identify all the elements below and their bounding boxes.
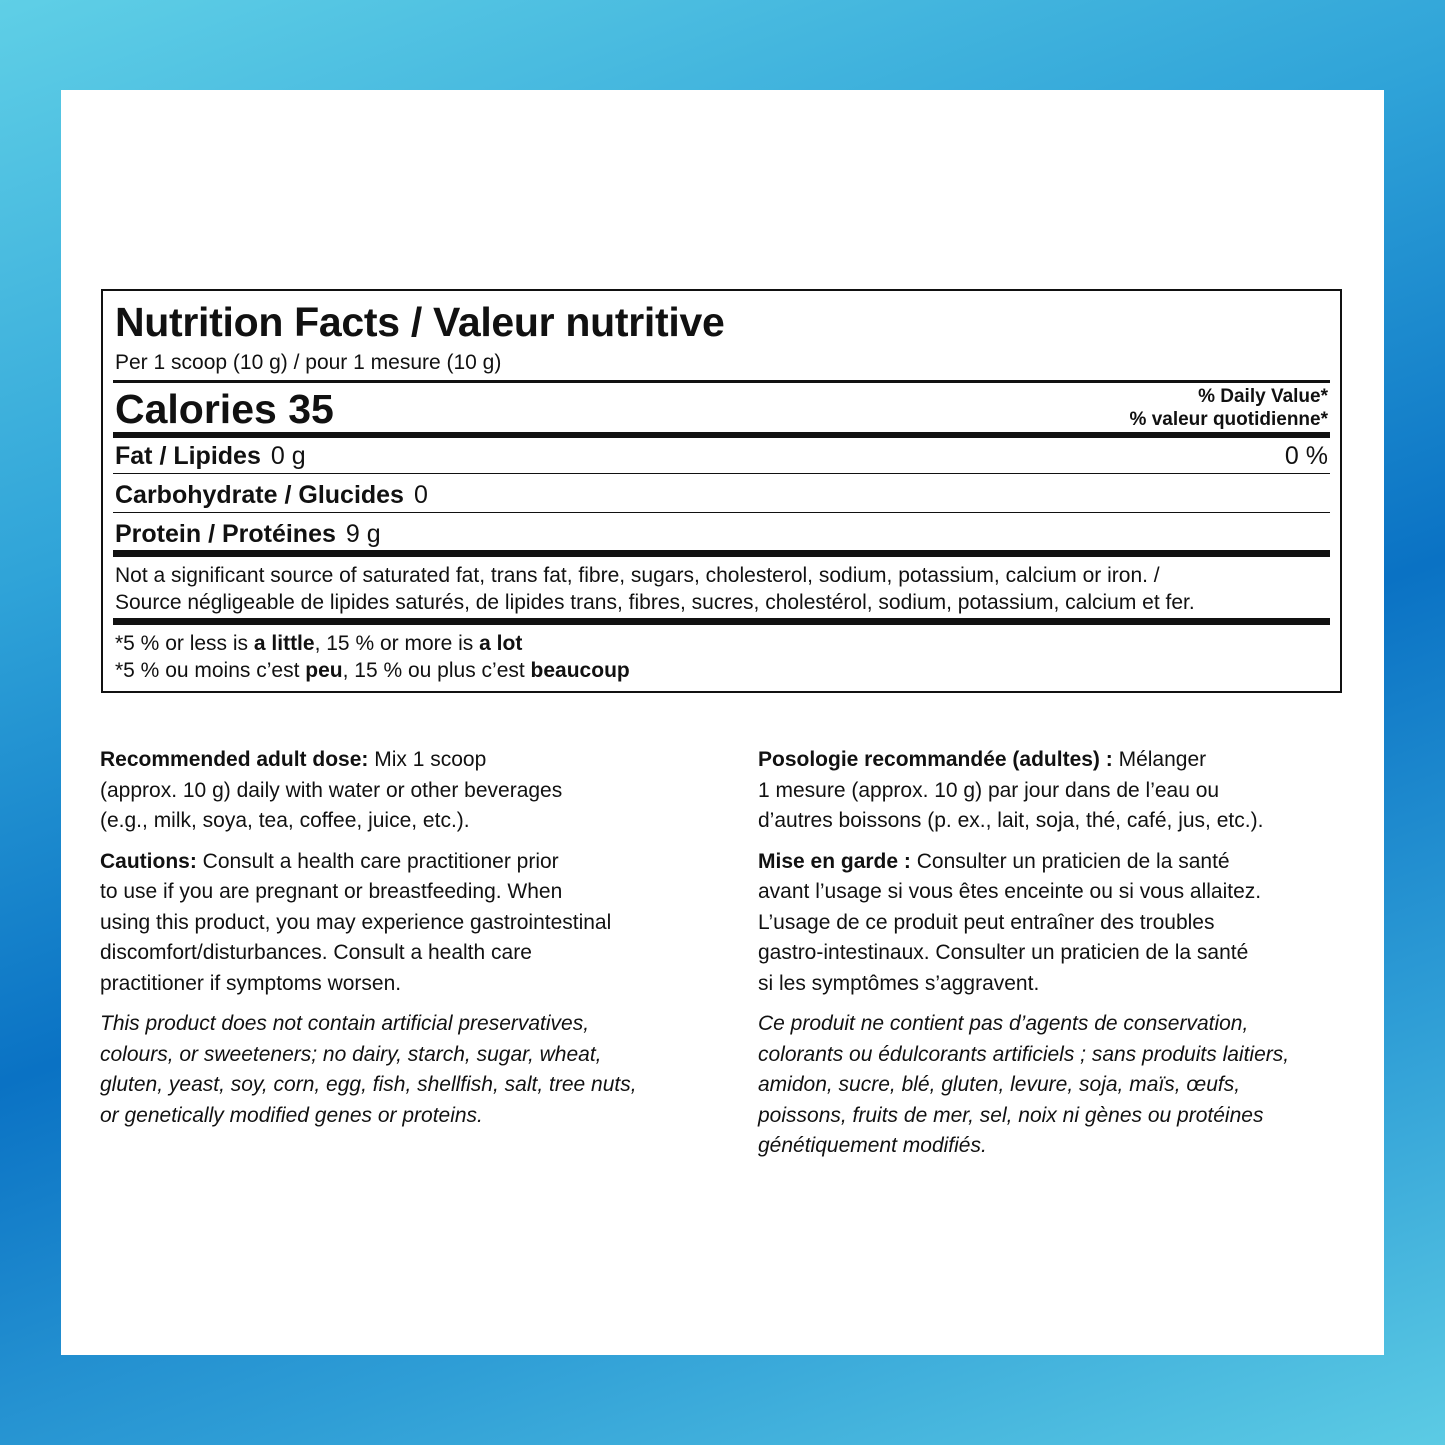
cautions-text: practitioner if symptoms worsen. <box>100 971 402 995</box>
nutrient-label: Protein / Protéines <box>115 520 336 548</box>
insignificant-fr: Source négligeable de lipides saturés, de lipides trans, fibres, sucres, cholestérol, sodium, potassium, calcium et fer. <box>115 591 1195 614</box>
divider <box>113 380 1330 383</box>
dose-heading: Recommended adult dose: <box>100 748 369 771</box>
footnote-text: , 15 % ou plus c’est <box>342 659 531 682</box>
cautions-text: gastro-intestinaux. Consulter un praticien de la santé <box>758 941 1249 964</box>
divider <box>113 473 1330 474</box>
text-line <box>758 745 1358 776</box>
thick-divider <box>113 550 1330 557</box>
free-from-text: génétiquement modifiés. <box>758 1134 987 1157</box>
footnote-en <box>115 630 630 657</box>
footnote-text: , 15 % or more is <box>314 632 480 655</box>
footnote-bold: a lot <box>479 632 523 655</box>
nutrient-row-fat <box>115 442 306 471</box>
cautions-text: si les symptômes s’aggravent. <box>758 971 1040 995</box>
free-from-text: poissons, fruits de mer, sel, noix ni gènes ou protéines <box>758 1103 1264 1127</box>
free-from-text: This product does not contain artificial preservatives, <box>100 1012 590 1035</box>
cautions-fr <box>758 847 1358 1000</box>
footnote-text: *5 % or less is <box>115 632 254 655</box>
footnote-fr <box>115 657 630 684</box>
insignificant-sources <box>115 562 1195 616</box>
dose-text: Mélanger <box>1112 748 1207 771</box>
nutrient-row-protein <box>115 520 381 549</box>
cautions-text: to use if you are pregnant or breastfeeding. When <box>100 880 563 903</box>
nutrient-label: Fat / Lipides <box>115 442 261 470</box>
calories: Calories 35 <box>115 386 334 432</box>
thick-divider <box>113 618 1330 625</box>
free-from-text: amidon, sucre, blé, gluten, levure, soja, maïs, œufs, <box>758 1073 1241 1096</box>
panel-title: Nutrition Facts / Valeur nutritive <box>115 299 725 345</box>
cautions-text: using this product, you may experience gastrointestinal <box>100 910 612 934</box>
dose-text: (approx. 10 g) daily with water or other beverages <box>100 778 563 802</box>
nutrient-amount: 0 <box>413 481 428 509</box>
recommended-dose-fr <box>758 745 1358 837</box>
cautions-text: L’usage de ce produit peut entraîner des troubles <box>758 910 1215 934</box>
daily-value-fr: % valeur quotidienne* <box>1129 409 1328 430</box>
divider <box>113 512 1330 513</box>
cautions-text: Consult a health care practitioner prior <box>196 849 559 873</box>
fat-daily-value: 0 % <box>1284 442 1328 470</box>
footnote-bold: beaucoup <box>530 659 630 682</box>
free-from-text: colours, or sweeteners; no dairy, starch, sugar, wheat, <box>100 1042 602 1066</box>
cautions-heading: Cautions: <box>100 849 197 873</box>
nutrient-amount: 0 g <box>270 442 306 470</box>
serving-size: Per 1 scoop (10 g) / pour 1 mesure (10 g) <box>115 351 502 374</box>
nutrient-label: Carbohydrate / Glucides <box>115 481 404 509</box>
text-line <box>100 745 700 776</box>
free-from-fr <box>758 1009 1358 1162</box>
free-from-text: or genetically modified genes or proteins. <box>100 1103 483 1127</box>
english-directions <box>100 745 700 1141</box>
daily-value-footnote <box>115 630 630 684</box>
footnote-bold: a little <box>253 632 315 655</box>
dose-text: 1 mesure (approx. 10 g) par jour dans de l’eau ou <box>758 778 1220 802</box>
free-from-text: colorants ou édulcorants artificiels ; sans produits laitiers, <box>758 1042 1290 1066</box>
nutrition-facts-panel <box>101 289 1342 693</box>
dose-heading: Posologie recommandée (adultes) : <box>758 748 1113 771</box>
nutrient-amount: 9 g <box>345 520 381 548</box>
daily-value-header <box>1130 385 1328 431</box>
dose-text: d’autres boissons (p. ex., lait, soja, thé, café, jus, etc.). <box>758 809 1264 832</box>
cautions-text: avant l’usage si vous êtes enceinte ou si vous allaitez. <box>758 880 1262 903</box>
daily-value-en: % Daily Value* <box>1198 386 1328 407</box>
nutrient-row-carbohydrate <box>115 481 428 510</box>
cautions-text: Consulter un praticien de la santé <box>910 849 1230 873</box>
insignificant-en: Not a significant source of saturated fat, trans fat, fibre, sugars, cholesterol, sodium, potassium, calcium or iron. / <box>115 564 1160 587</box>
free-from-en <box>100 1009 700 1131</box>
dose-text: Mix 1 scoop <box>368 748 487 771</box>
free-from-text: gluten, yeast, soy, corn, egg, fish, shellfish, salt, tree nuts, <box>100 1073 637 1096</box>
cautions-en <box>100 847 700 1000</box>
recommended-dose-en <box>100 745 700 837</box>
cautions-text: discomfort/disturbances. Consult a health care <box>100 941 532 964</box>
dose-text: (e.g., milk, soya, tea, coffee, juice, etc.). <box>100 809 470 832</box>
footnote-bold: peu <box>305 659 343 682</box>
free-from-text: Ce produit ne contient pas d’agents de conservation, <box>758 1012 1249 1035</box>
footnote-text: *5 % ou moins c’est <box>115 659 306 682</box>
cautions-heading: Mise en garde : <box>758 849 911 873</box>
thick-divider <box>113 432 1330 438</box>
french-directions <box>758 745 1358 1172</box>
label-card <box>61 90 1384 1355</box>
text-line <box>758 847 1358 878</box>
text-line <box>100 847 700 878</box>
